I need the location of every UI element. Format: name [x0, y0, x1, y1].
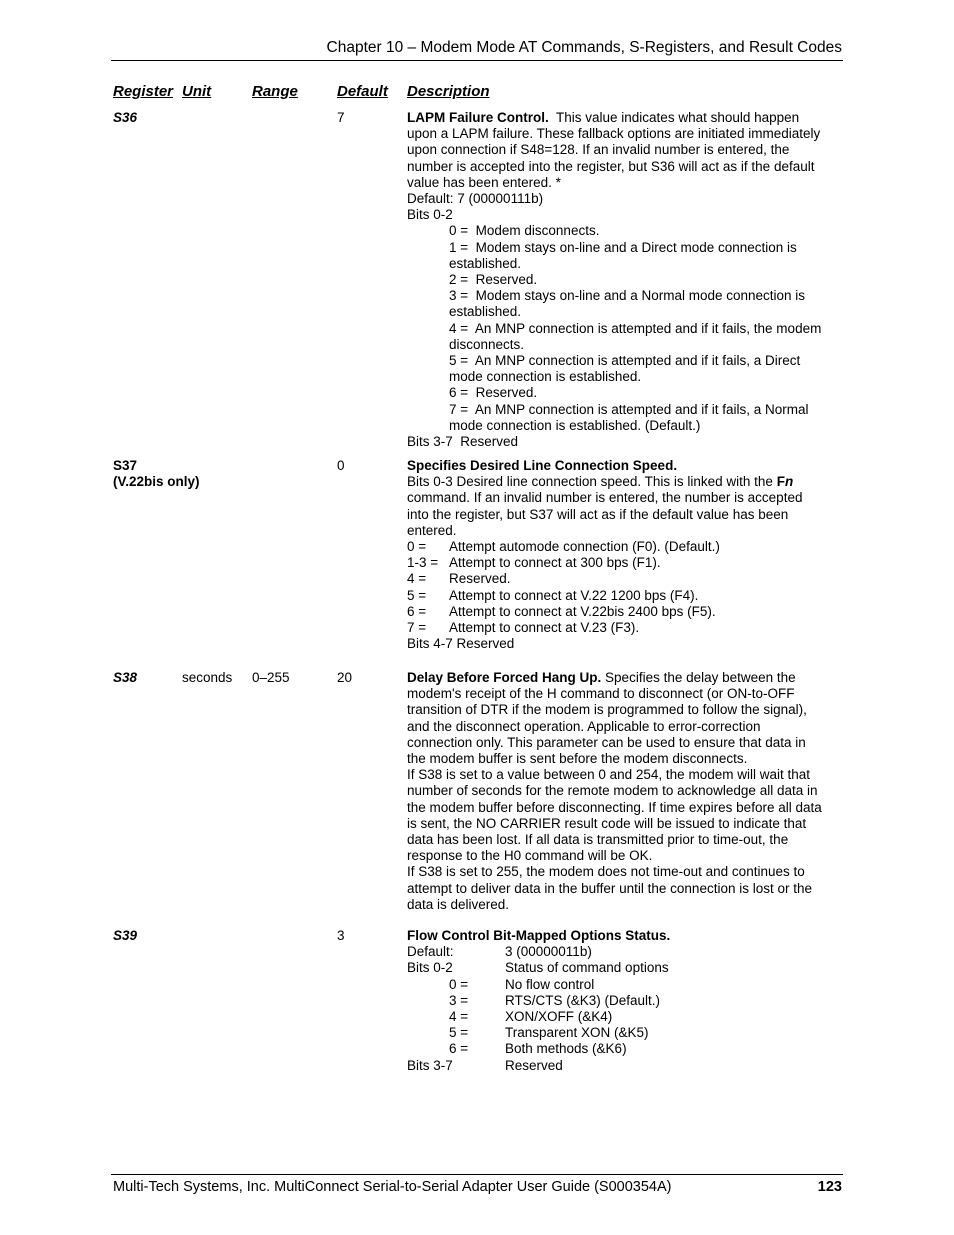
description-text: number is accepted into the register, but S36 will act as if the default: [407, 158, 815, 174]
description-title: Flow Control Bit-Mapped Options Status.: [407, 928, 671, 943]
register-name: S39: [113, 928, 138, 943]
register-note: (V.22bis only): [113, 474, 200, 490]
description-title: LAPM Failure Control.: [407, 110, 549, 125]
description-text: Bits 0-3 Desired line connection speed. This is linked with the: [407, 474, 777, 490]
description-text: number of seconds for the remote modem to acknowledge all data in: [407, 783, 818, 799]
description-text: the modem buffer is sent before the modem disconnects.: [407, 751, 748, 767]
option-row: Bits 0-2 Status of command options: [407, 960, 669, 976]
footer-divider: [111, 1174, 843, 1175]
description-text: and the disconnect operation. Applicable to error-correction: [407, 718, 761, 734]
description-text: connection only. This parameter can be used to ensure that data in: [407, 734, 806, 750]
bits-label: Bits 0-2: [407, 207, 453, 223]
option-row: 5 = Transparent XON (&K5): [449, 1025, 649, 1041]
column-unit: Unit: [182, 83, 212, 100]
description-text: upon a LAPM failure. These fallback options are initiated immediately: [407, 126, 821, 142]
description-text: upon connection if S48=128. If an invalid number is entered, the: [407, 142, 790, 158]
description-text: This value indicates what should happen: [548, 110, 800, 125]
header-divider: [111, 60, 843, 61]
description-text: transition of DTR if the modem is programmed to follow the signal),: [407, 702, 807, 718]
register-unit: seconds: [182, 670, 233, 685]
register-range: 0–255: [252, 670, 290, 685]
option-line: mode connection is established.: [449, 369, 642, 385]
register-name: [113, 458, 200, 490]
option-row: 7 = Attempt to connect at V.23 (F3).: [407, 620, 640, 636]
register-description: [407, 458, 843, 652]
option-line: 4 = An MNP connection is attempted and if it fails, the modem: [449, 320, 822, 336]
column-range: Range: [252, 83, 298, 100]
description-text: entered.: [407, 522, 457, 538]
register-description: [407, 670, 843, 913]
description-text: attempt to deliver data in the buffer until the connection is lost or the: [407, 880, 812, 896]
description-text: is sent, the NO CARRIER result code will be issued to indicate that: [407, 815, 807, 831]
footer-text: Multi-Tech Systems, Inc. MultiConnect Serial-to-Serial Adapter User Guide (S000354A): [113, 1179, 672, 1195]
description-text: If S38 is set to 255, the modem does not time-out and continues to: [407, 864, 805, 880]
option-line: 1 = Modem stays on-line and a Direct mode connection is: [449, 239, 797, 255]
table-column-headers: [0, 83, 954, 103]
option-row: 1-3 = Attempt to connect at 300 bps (F1).: [407, 555, 661, 571]
option-line: 2 = Reserved.: [449, 272, 538, 288]
description-text: the modem buffer before disconnecting. If time expires before all data: [407, 799, 822, 815]
register-name: S36: [113, 110, 138, 125]
option-line: 6 = Reserved.: [449, 385, 538, 401]
register-name: S38: [113, 670, 138, 685]
description-text: data is delivered.: [407, 896, 510, 912]
option-row: 3 = RTS/CTS (&K3) (Default.): [449, 992, 661, 1008]
register-name-text: S37: [113, 458, 138, 473]
description-text: command. If an invalid number is entered, the number is accepted: [407, 490, 803, 506]
description-text: response to the H0 command will be OK.: [407, 848, 653, 864]
option-row: 5 = Attempt to connect at V.22 1200 bps (F4).: [407, 587, 699, 603]
option-line: established.: [449, 255, 522, 271]
option-row: 6 = Both methods (&K6): [449, 1041, 627, 1057]
description-text: data has been lost. If all data is transmitted prior to time-out, the: [407, 832, 789, 848]
option-row: 4 = Reserved.: [407, 571, 511, 587]
description-text: Specifies the delay between the: [601, 670, 796, 685]
description-title: Specifies Desired Line Connection Speed.: [407, 458, 678, 473]
description-text: If S38 is set to a value between 0 and 254, the modem will wait that: [407, 767, 810, 783]
description-text: into the register, but S37 will act as if the default value has been: [407, 506, 789, 522]
description-text: value has been entered. *: [407, 174, 561, 190]
default-value-line: Default: 7 (00000111b): [407, 191, 544, 207]
bits-reserved: Bits 4-7 Reserved: [407, 636, 515, 652]
column-register: Register: [113, 83, 174, 100]
option-row: 4 = XON/XOFF (&K4): [449, 1009, 613, 1025]
register-default: 3: [337, 928, 345, 943]
command-ref: Fn: [776, 474, 794, 490]
description-title: Delay Before Forced Hang Up.: [407, 670, 602, 685]
option-row: 0 = No flow control: [449, 976, 595, 992]
chapter-title: Chapter 10 – Modem Mode AT Commands, S-Registers, and Result Codes: [326, 39, 842, 56]
register-description: [407, 110, 843, 450]
option-row: Default: 3 (00000011b): [407, 944, 592, 960]
option-line: 7 = An MNP connection is attempted and if it fails, a Normal: [449, 401, 809, 417]
option-row: 0 = Attempt automode connection (F0). (Default.): [407, 539, 720, 555]
option-line: 3 = Modem stays on-line and a Normal mode connection is: [449, 288, 806, 304]
option-line: disconnects.: [449, 336, 525, 352]
register-default: 0: [337, 458, 345, 473]
option-row: Bits 3-7 Reserved: [407, 1057, 563, 1073]
page-number: 123: [817, 1179, 842, 1195]
description-text: modem's receipt of the H command to disconnect (or ON-to-OFF: [407, 686, 795, 702]
option-line: 0 = Modem disconnects.: [449, 223, 600, 239]
register-default: 20: [337, 670, 353, 685]
option-line: 5 = An MNP connection is attempted and if it fails, a Direct: [449, 353, 801, 369]
register-default: 7: [337, 110, 345, 125]
option-line: mode connection is established. (Default.): [449, 417, 701, 433]
bits-reserved: Bits 3-7 Reserved: [407, 434, 519, 450]
option-line: established.: [449, 304, 522, 320]
option-row: 6 = Attempt to connect at V.22bis 2400 bps (F5).: [407, 603, 716, 619]
column-default: Default: [337, 83, 388, 100]
column-description: Description: [407, 83, 490, 100]
register-description: [407, 928, 843, 1074]
